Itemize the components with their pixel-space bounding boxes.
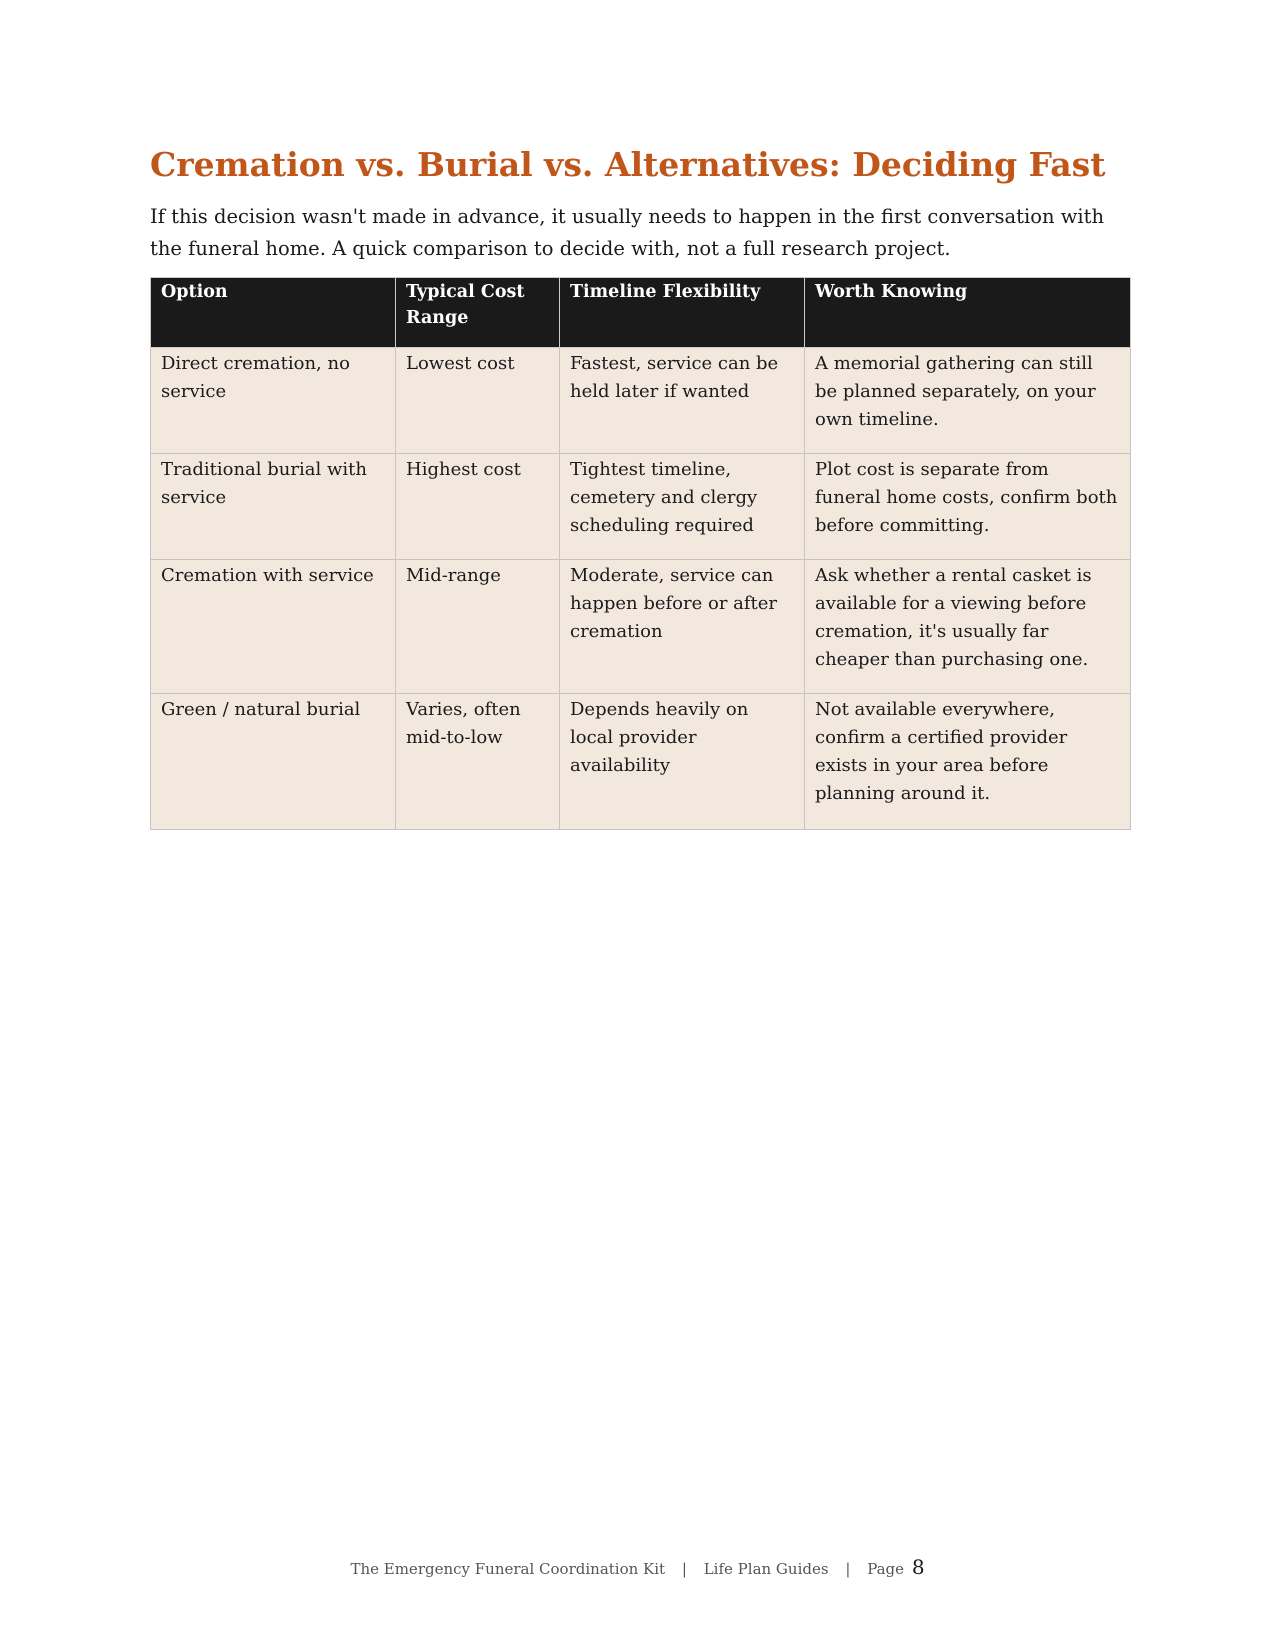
cell-option: Cremation with service — [151, 559, 396, 693]
header-option: Option — [151, 277, 396, 347]
cell-option: Direct cremation, no service — [151, 347, 396, 453]
footer-page-number: 8 — [911, 1555, 925, 1579]
footer-kit-name: The Emergency Funeral Coordination Kit — [350, 1560, 666, 1578]
table-row — [151, 347, 1131, 453]
cell-timeline-flexibility: Depends heavily on local provider availability — [560, 693, 805, 829]
cell-cost-range: Varies, often mid-to-low — [396, 693, 560, 829]
footer-page-label: Page — [867, 1560, 905, 1578]
cell-timeline-flexibility: Moderate, service can happen before or after cremation — [560, 559, 805, 693]
cell-timeline-flexibility: Tightest timeline, cemetery and clergy scheduling required — [560, 453, 805, 559]
header-worth-knowing: Worth Knowing — [805, 277, 1131, 347]
table-row — [151, 559, 1131, 693]
page-content — [150, 145, 1130, 830]
cell-cost-range: Mid-range — [396, 559, 560, 693]
cell-worth-knowing: Plot cost is separate from funeral home costs, confirm both before committing. — [805, 453, 1131, 559]
intro-paragraph: If this decision wasn't made in advance, it usually needs to happen in the first conversation with the funeral home. A quick comparison to decide with, not a full research project. — [150, 204, 1105, 260]
cell-timeline-flexibility: Fastest, service can be held later if wanted — [560, 347, 805, 453]
header-timeline-flexibility: Timeline Flexibility — [560, 277, 805, 347]
comparison-table — [150, 277, 1131, 830]
footer-separator: | — [845, 1560, 851, 1578]
cell-worth-knowing: Not available everywhere, confirm a certified provider exists in your area before planning around it. — [805, 693, 1131, 829]
cell-cost-range: Highest cost — [396, 453, 560, 559]
page-title: Cremation vs. Burial vs. Alternatives: Deciding Fast — [150, 145, 1106, 184]
cell-worth-knowing: Ask whether a rental casket is available for a viewing before cremation, it's usually far cheaper than purchasing one. — [805, 559, 1131, 693]
footer-separator: | — [681, 1560, 687, 1578]
cell-option: Traditional burial with service — [151, 453, 396, 559]
cell-cost-range: Lowest cost — [396, 347, 560, 453]
cell-option: Green / natural burial — [151, 693, 396, 829]
page-footer — [0, 1555, 1275, 1579]
header-cost-range: Typical Cost Range — [396, 277, 560, 347]
table-row — [151, 453, 1131, 559]
footer-series: Life Plan Guides — [703, 1560, 829, 1578]
cell-worth-knowing: A memorial gathering can still be planned separately, on your own timeline. — [805, 347, 1131, 453]
table-row — [151, 693, 1131, 829]
table-header-row — [151, 277, 1131, 347]
